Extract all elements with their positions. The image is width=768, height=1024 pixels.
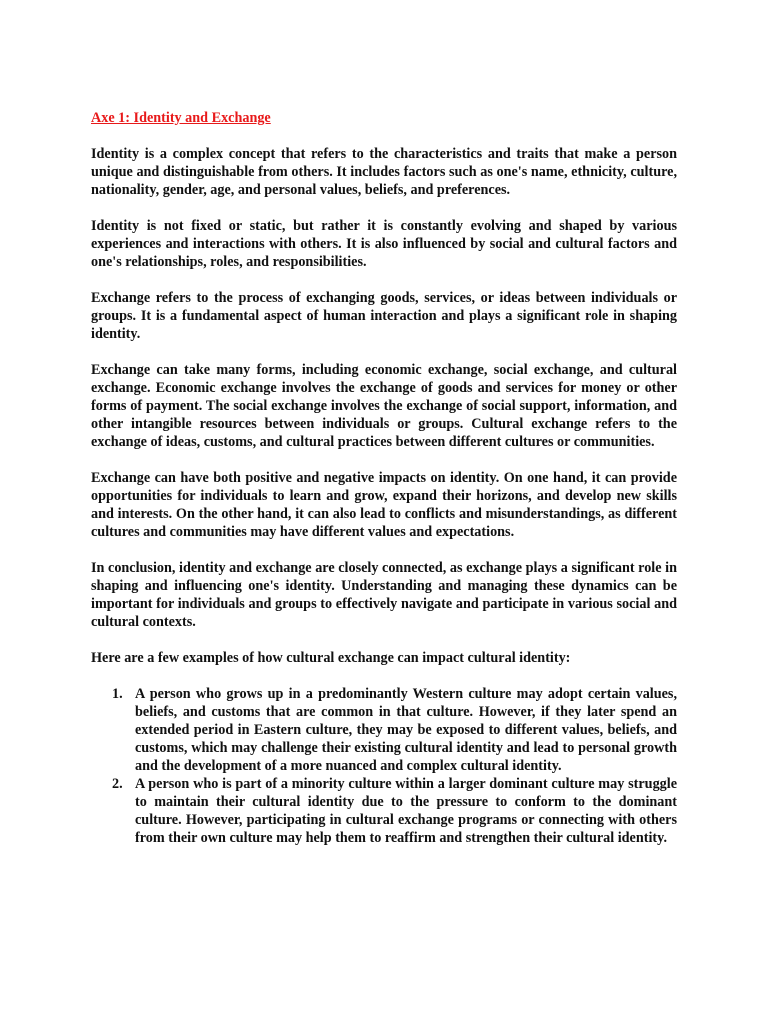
paragraph-identity-definition: Identity is a complex concept that refers to the characteristics and traits that make a person unique and distinguishable from others. It includes factors such as one's name, ethnicity, culture, nationality, gender, age, and personal values, beliefs, and preferences. <box>91 146 677 198</box>
paragraph-exchange-forms: Exchange can take many forms, including economic exchange, social exchange, and cultural exchange. Economic exchange involves the exchange of goods and services for money or other forms of payment. The social exchange involves the exchange of social support, information, and other intangible resources between individuals or groups. Cultural exchange refers to the exchange of ideas, customs, and cultural practices between different cultures or communities. <box>91 362 677 450</box>
examples-list <box>91 685 677 847</box>
examples-intro: Here are a few examples of how cultural exchange can impact cultural identity: <box>91 650 571 666</box>
list-item-number: 1. <box>112 686 123 702</box>
list-item <box>91 685 677 775</box>
paragraph-exchange-impacts: Exchange can have both positive and negative impacts on identity. On one hand, it can provide opportunities for individuals to learn and grow, expand their horizons, and develop new skills and interests. On the other hand, it can also lead to conflicts and misunderstandings, as different cultures and communities may have different values and expectations. <box>91 470 677 540</box>
list-item-number: 2. <box>112 776 123 792</box>
paragraph-conclusion: In conclusion, identity and exchange are closely connected, as exchange plays a significant role in shaping and influencing one's identity. Understanding and managing these dynamics can be important for individuals and groups to effectively navigate and participate in various social and cultural contexts. <box>91 560 677 630</box>
paragraph-identity-evolving: Identity is not fixed or static, but rather it is constantly evolving and shaped by various experiences and interactions with others. It is also influenced by social and cultural factors and one's relationships, roles, and responsibilities. <box>91 218 677 270</box>
list-item-text: A person who is part of a minority culture within a larger dominant culture may struggle to maintain their cultural identity due to the pressure to conform to the dominant culture. However, participating in cultural exchange programs or connecting with others from their own culture may help them to reaffirm and strengthen their cultural identity. <box>135 776 677 846</box>
document-page <box>91 109 677 847</box>
list-item <box>91 775 677 847</box>
list-item-text: A person who grows up in a predominantly Western culture may adopt certain values, beliefs, and customs that are common in that culture. However, if they later spend an extended period in Eastern culture, they may be exposed to different values, beliefs, and customs, which may challenge their existing cultural identity and lead to personal growth and the development of a more nuanced and complex cultural identity. <box>135 686 677 774</box>
paragraph-exchange-definition: Exchange refers to the process of exchanging goods, services, or ideas between individuals or groups. It is a fundamental aspect of human interaction and plays a significant role in shaping identity. <box>91 290 677 342</box>
section-heading: Axe 1: Identity and Exchange <box>91 110 271 126</box>
